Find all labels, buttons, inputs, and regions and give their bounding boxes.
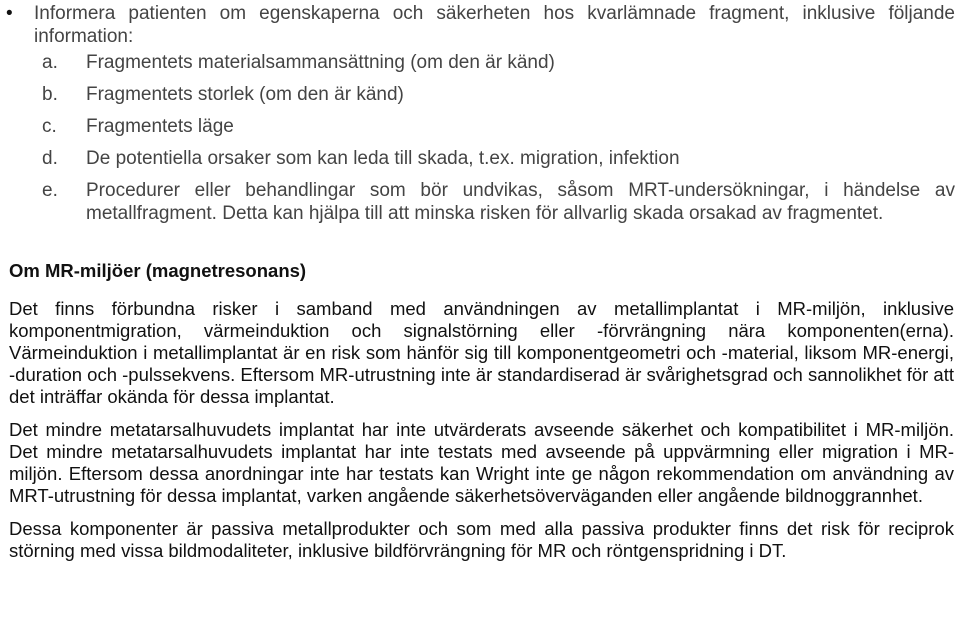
sub-list xyxy=(0,51,955,225)
paragraph-mr-risks: Det finns förbundna risker i samband med användningen av metallimplantat i MR-miljön, inklusive komponentmigration, värmeinduktion och signalstörning eller -förvrängning nära komponenten(erna). Värmeinduktion i metallimplantat är en risk som hänför sig till komponentgeometri och -material, liksom MR-energi, -duration och -pulssekvens. Eftersom MR-utrustning inte är standardiserad är svårighetsgrad och sannolikhet för att det inträffar okända för dessa implantat. xyxy=(9,298,954,407)
mr-section xyxy=(9,259,954,573)
sub-list-marker: d. xyxy=(42,148,58,169)
sub-list-text: Fragmentets storlek (om den är känd) xyxy=(86,84,404,105)
bullet-marker: • xyxy=(6,3,13,24)
sub-list-marker: a. xyxy=(42,52,58,73)
sub-list-item-b xyxy=(0,83,955,106)
sub-list-marker: b. xyxy=(42,84,58,105)
sub-list-marker: e. xyxy=(42,180,58,201)
sub-list-item-c xyxy=(0,115,955,138)
sub-list-item-d xyxy=(0,147,955,170)
sub-list-item-e xyxy=(0,179,955,225)
paragraph-passive-products: Dessa komponenter är passiva metallprodukter och som med alla passiva produkter finns det risk för reciprok störning med vissa bildmodaliteter, inklusive bildförvrängning för MR och röntgenspridning i DT. xyxy=(9,518,954,561)
bullet-item xyxy=(0,2,955,48)
sub-list-marker: c. xyxy=(42,116,57,137)
sub-list-item-a xyxy=(0,51,955,74)
sub-list-text: Fragmentets materialsammansättning (om den är känd) xyxy=(86,52,555,73)
sub-list-text: Fragmentets läge xyxy=(86,116,234,137)
section-heading: Om MR-miljöer (magnetresonans) xyxy=(9,260,307,281)
sub-list-text: Procedurer eller behandlingar som bör undvikas, såsom MRT-undersökningar, i händelse av metallfragment. Detta kan hjälpa till att minska risken för allvarlig skada orsakad av fragmentet. xyxy=(86,180,955,224)
sub-list-text: De potentiella orsaker som kan leda till skada, t.ex. migration, infektion xyxy=(86,148,680,169)
bullet-list xyxy=(0,2,955,229)
bullet-text: Informera patienten om egenskaperna och säkerheten hos kvarlämnade fragment, inklusive följande information: xyxy=(34,3,955,47)
paragraph-implant-evaluation: Det mindre metatarsalhuvudets implantat har inte utvärderats avseende säkerhet och kompatibilitet i MR-miljön. Det mindre metatarsalhuvudets implantat har inte testats med avseende på uppvärmning eller migration i MR-miljön. Eftersom dessa anordningar inte har testats kan Wright inte ge någon rekommendation om användning av MRT-utrustning för dessa implantat, varken angående säkerhetsöverväganden eller angående bildnoggrannhet. xyxy=(9,419,954,506)
